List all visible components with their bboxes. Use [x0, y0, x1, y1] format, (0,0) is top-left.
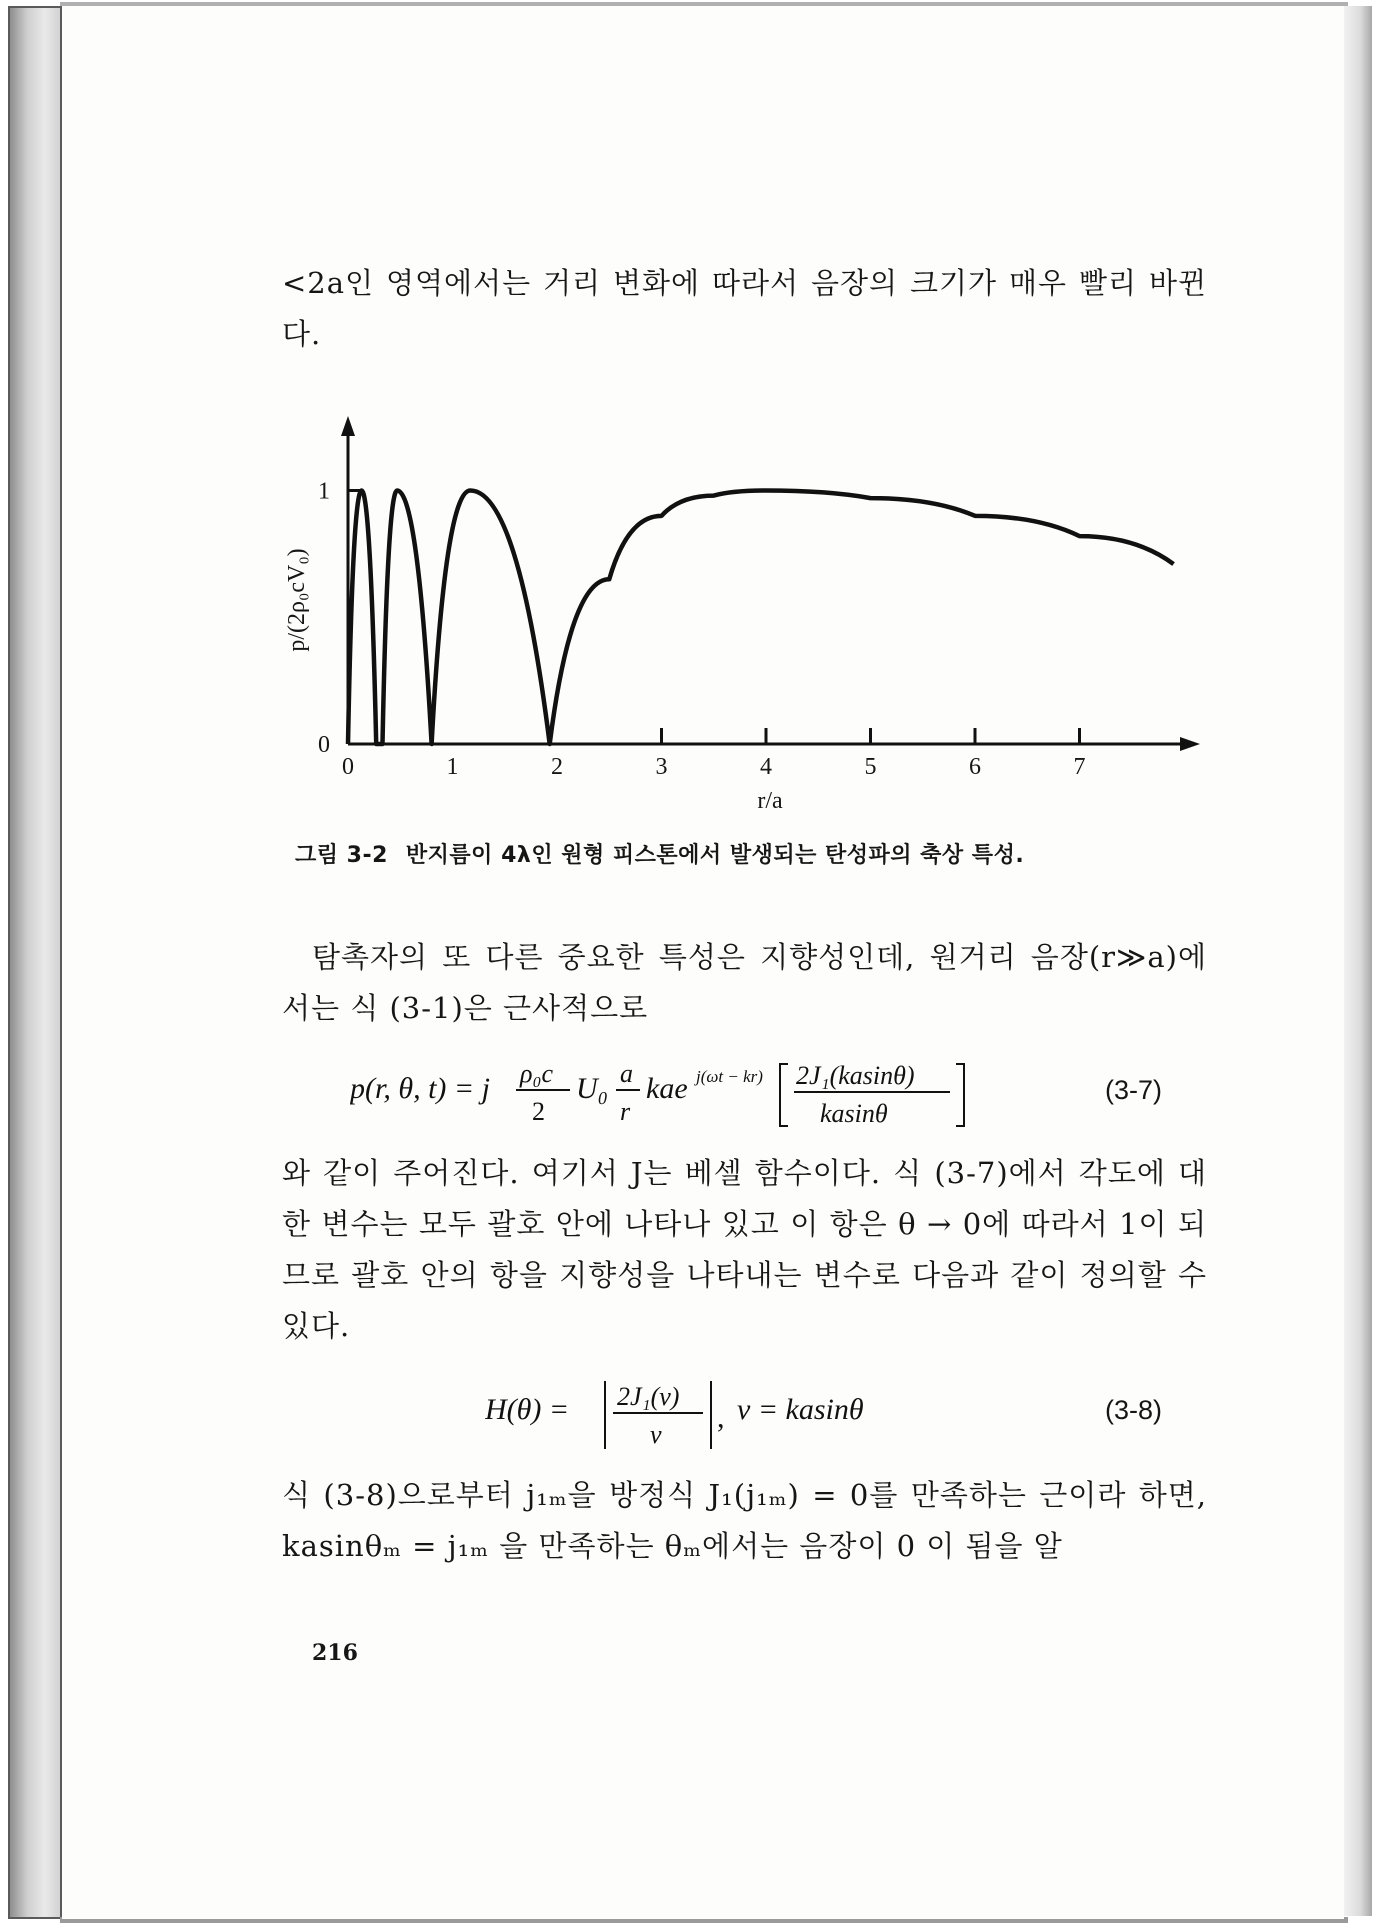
svg-text:v = kasinθ: v = kasinθ: [737, 1393, 864, 1426]
y-tick-label: 1: [318, 478, 330, 505]
svg-text:2: 2: [532, 1097, 545, 1126]
svg-text:j(ωt − kr): j(ωt − kr): [696, 1067, 763, 1086]
chart-axes: [341, 416, 1200, 751]
x-axis-label: r/a: [757, 788, 783, 814]
svg-text:v: v: [650, 1420, 662, 1449]
figure-number: 그림 3-2: [295, 843, 388, 868]
figure-caption-text: 반지름이 4λ인 원형 피스톤에서 발생되는 탄성파의 축상 특성.: [405, 843, 1025, 868]
svg-text:U₀: U₀: [576, 1072, 609, 1105]
y-axis-label: p/(2ρ₀cV₀): [284, 548, 310, 652]
svg-text:kae: kae: [646, 1072, 688, 1105]
equation-3-7-number: (3-7): [1105, 1075, 1163, 1105]
svg-text:2J₁(v): 2J₁(v): [617, 1382, 680, 1411]
page-number: 216: [312, 1640, 358, 1666]
equation-3-8-graphic: [485, 1373, 925, 1453]
book-spine: [8, 6, 62, 1919]
x-tick-label: 7: [1073, 754, 1086, 780]
y-tick-label: 0: [318, 732, 330, 758]
svg-text:2J₁(kasinθ): 2J₁(kasinθ): [796, 1061, 915, 1090]
x-tick-label: 5: [864, 754, 877, 780]
figure-caption: [295, 838, 1215, 869]
svg-text:ρ₀c: ρ₀c: [520, 1059, 554, 1088]
y-axis-arrow: [341, 416, 355, 436]
x-tick-label: 0: [342, 754, 354, 780]
paragraph-zeros: 식 (3-8)으로부터 j₁ₘ을 방정식 J₁(j₁ₘ) = 0를 만족하는 근이라 하면, kasinθₘ = j₁ₘ 을 만족하는 θₘ에서는 음장이 0 이 됨을 알: [282, 1478, 1207, 1563]
paragraph-directivity: 탐촉자의 또 다른 중요한 특성은 지향성인데, 원거리 음장(r≫a)에서는 식 (3-1)은 근사적으로: [282, 940, 1207, 1025]
svg-text:r: r: [620, 1097, 631, 1126]
equation-3-7: [350, 1052, 1050, 1140]
svg-text:a: a: [620, 1059, 633, 1088]
equation-3-7-graphic: [350, 1052, 1050, 1132]
paragraph-bessel: 와 같이 주어진다. 여기서 J는 베셀 함수이다. 식 (3-7)에서 각도에 대한 변수는 모두 괄호 안에 나타나 있고 이 항은 θ → 0에 따라서 1이 되므로 괄호 안의 항을 지향성을 나타내는 변수로 다음과 같이 정의할 수 있다.: [282, 1156, 1207, 1343]
x-tick-label: 4: [760, 754, 772, 780]
x-tick-label: 2: [551, 754, 563, 780]
pressure-curve: [348, 491, 1174, 745]
x-axis-arrow: [1180, 737, 1200, 751]
x-tick-label: 3: [655, 754, 668, 780]
equation-3-8-number: (3-8): [1105, 1395, 1163, 1425]
x-tick-label: 1: [446, 754, 459, 780]
intro-paragraph: <2a인 영역에서는 거리 변화에 따라서 음장의 크기가 매우 빨리 바뀐다.: [282, 266, 1207, 351]
svg-text:kasinθ: kasinθ: [820, 1099, 888, 1128]
page-stack-edge: [1342, 6, 1372, 1916]
on-axis-pressure-chart: [280, 400, 1220, 820]
x-tick-label: 6: [969, 754, 981, 780]
svg-text:,: ,: [717, 1401, 725, 1434]
svg-text:H(θ) =: H(θ) =: [485, 1393, 570, 1426]
equation-3-8: [485, 1373, 925, 1461]
svg-text:p(r, θ, t) = j: p(r, θ, t) = j: [350, 1072, 490, 1105]
